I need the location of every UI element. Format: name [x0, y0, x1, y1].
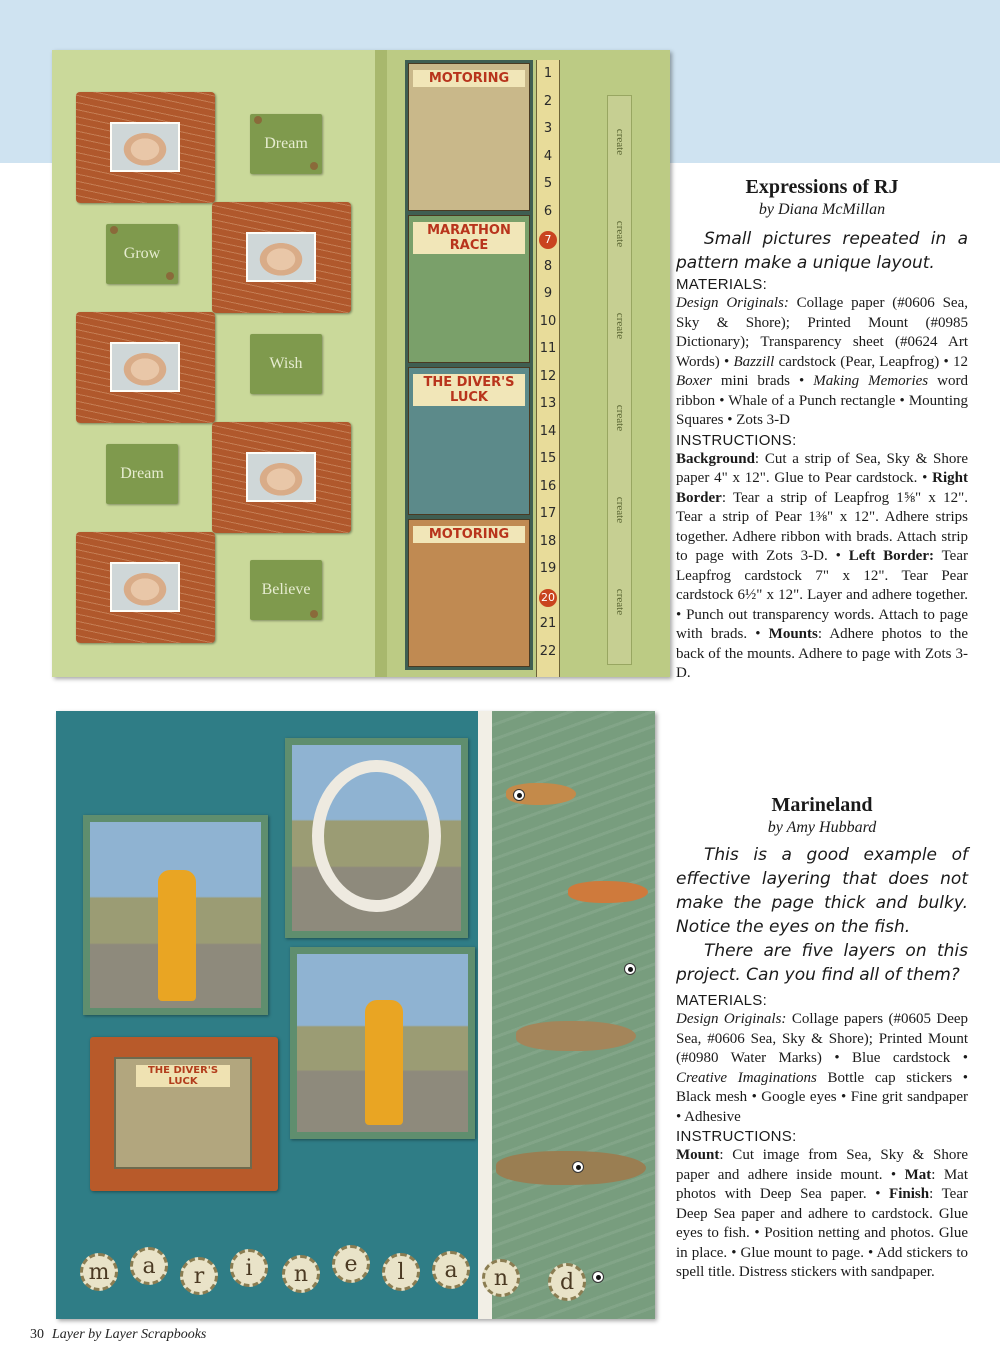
bottle-cap-letter: n	[482, 1259, 520, 1297]
divers-luck-image: THE DIVER'S LUCK	[114, 1057, 252, 1169]
baby-photo	[246, 232, 316, 282]
layout-marineland	[56, 711, 655, 1319]
google-eye	[513, 789, 525, 801]
ruler-number: 19	[539, 561, 557, 576]
bottle-cap-letter: e	[332, 1245, 370, 1283]
baby-photo	[246, 452, 316, 502]
instructions-text: Background: Cut a strip of Sea, Sky & Shore paper 4" x 12". Glue to Pear cardstock. • Right Border: Tear a strip of Leapfrog 1⅝" x 12". Tear a strip of Pear 1⅜" x 12". Adhere strips together. Adhere ribbon with brads. Attach strip to page with Zots 3-D. • Left Border: Tear Leapfrog cardstock 7" x 12". Tear Pear cardstock 6½" x 12". Layer and adhere together. • Punch out transparency words. Attach to page with brads. • Mounts: Adhere photos to the back of the mounts. Adhere to page with Zots 3-D.	[676, 450, 968, 681]
ruler-number: 9	[543, 286, 553, 301]
materials-heading: MATERIALS:	[676, 276, 768, 293]
bottle-cap-letter: d	[548, 1263, 586, 1301]
photo-mount-4	[212, 422, 351, 533]
ruler-number: 18	[539, 533, 557, 549]
article-expressions-of-rj	[676, 176, 968, 684]
ruler-number: 1	[543, 66, 553, 81]
baby-photo	[110, 122, 180, 172]
collage-tile: MOTORING	[408, 63, 530, 211]
ribbon-word: create	[614, 312, 626, 340]
page-number: 30	[30, 1327, 44, 1342]
baby-photo	[110, 342, 180, 392]
bottle-cap-letter: i	[230, 1249, 268, 1287]
photo-mount-1	[76, 92, 215, 203]
printed-mount	[90, 1037, 278, 1191]
bottle-cap-letter: a	[432, 1251, 470, 1289]
materials-heading: MATERIALS:	[676, 992, 768, 1009]
fish-image	[568, 881, 648, 903]
fish-image	[496, 1151, 646, 1185]
word-tag: Grow	[106, 224, 178, 284]
photo-diver-statue	[290, 947, 475, 1139]
collage-tile: THE DIVER'S LUCK	[408, 367, 530, 515]
ribbon-word: create	[614, 496, 626, 524]
google-eye	[572, 1161, 584, 1173]
ruler-number: 12	[539, 368, 557, 384]
ruler-number: 13	[539, 396, 557, 411]
word-tag: Dream	[250, 114, 322, 174]
baby-photo	[110, 562, 180, 612]
bottle-cap-letter: m	[80, 1253, 118, 1291]
bottle-cap-letter: r	[180, 1257, 218, 1295]
ruler-number: 5	[543, 176, 553, 191]
brad	[254, 116, 262, 124]
ruler-number: 6	[543, 203, 553, 219]
instructions-text: Mount: Cut image from Sea, Sky & Shore paper and adhere inside mount. • Mat: Mat photos with Deep Sea paper. • Finish: Tear Deep Sea paper and adhere to cardstock. Glue eyes to fish. • Position netting and photos. Glue in place. • Glue mount to page. • Add stickers to spell title. Distress stickers with sandpaper.	[676, 1147, 968, 1280]
ruler-number: 16	[539, 478, 557, 494]
bottle-cap-letter: n	[282, 1255, 320, 1293]
collage-tile: MARATHON RACE	[408, 215, 530, 363]
article-lead: This is a good example of effective layering that does not make the page thick and bulky. Notice the eyes on the fish.	[676, 845, 968, 937]
ruler-number: 20	[539, 589, 557, 607]
word-ribbon	[607, 95, 632, 665]
article-title: Marineland	[771, 794, 873, 816]
ribbon-word: create	[614, 128, 626, 156]
photo-mount-2	[212, 202, 351, 313]
brad	[110, 226, 118, 234]
ribbon-word: create	[614, 404, 626, 432]
sea-collage-paper	[486, 711, 655, 1319]
brad	[166, 272, 174, 280]
photo-shark-jaws	[285, 738, 468, 938]
google-eye	[624, 963, 636, 975]
ruler-number: 22	[539, 643, 557, 659]
materials-text: Design Originals: Collage papers (#0605 Deep Sea, #0606 Sea, Sky & Shore); Printed Mount (#0980 Water Marks) • Blue cardstock • Creative Imaginations Bottle cap stickers • Black mesh • Google eyes • Fine grit sandpaper • Adhesive	[676, 1011, 969, 1125]
page-footer	[30, 1327, 206, 1343]
word-tag: Believe	[250, 560, 322, 620]
ruler-number: 2	[543, 93, 553, 109]
ruler-number: 8	[543, 258, 553, 274]
collage-tile: MOTORING	[408, 519, 530, 667]
brad	[310, 162, 318, 170]
word-tag: Wish	[250, 334, 322, 394]
ribbon-word: create	[614, 220, 626, 248]
photo-diver-statue	[83, 815, 268, 1015]
ruler-number: 21	[539, 616, 557, 631]
fish-image	[516, 1021, 636, 1051]
instructions-heading: INSTRUCTIONS:	[676, 1128, 797, 1145]
bottle-cap-letter: a	[130, 1247, 168, 1285]
article-byline: by Amy Hubbard	[767, 819, 877, 836]
ruler-number: 10	[539, 313, 557, 329]
article-lead: Small pictures repeated in a pattern make a unique layout.	[676, 229, 968, 273]
word-tag: Dream	[106, 444, 178, 504]
ruler-number: 15	[539, 451, 557, 466]
ruler-number: 4	[543, 148, 553, 164]
ruler-number: 14	[539, 423, 557, 439]
photo-mount-5	[76, 532, 215, 643]
article-marineland	[676, 794, 968, 1283]
article-title: Expressions of RJ	[745, 176, 899, 198]
article-lead: There are five layers on this project. Can you find all of them?	[676, 941, 968, 985]
layout-expressions-of-rj	[52, 50, 670, 677]
ruler-number: 17	[539, 506, 557, 521]
torn-edge	[478, 711, 492, 1319]
bottle-cap-letter: l	[382, 1253, 420, 1291]
ruler-number: 11	[539, 341, 557, 356]
materials-text: Design Originals: Collage paper (#0606 Sea, Sky & Shore); Printed Mount (#0985 Dictionary); Transparency sheet (#0624 Art Words) • Bazzill cardstock (Pear, Leapfrog) • 12 Boxer mini brads • Making Memories word ribbon • Whale of a Punch rectangle • Mounting Squares • Zots 3-D	[676, 295, 968, 428]
instructions-heading: INSTRUCTIONS:	[676, 431, 797, 449]
ruler-number: 3	[543, 121, 553, 136]
photo-mount-3	[76, 312, 215, 423]
ruler-number: 7	[539, 231, 557, 249]
publication-name: Layer by Layer Scrapbooks	[52, 1327, 207, 1342]
article-byline: by Diana McMillan	[758, 201, 886, 218]
bottle-cap-title	[70, 1243, 630, 1303]
ribbon-word: create	[614, 588, 626, 616]
collage-strip	[405, 60, 533, 670]
brad	[310, 610, 318, 618]
ruler-strip	[536, 60, 560, 677]
